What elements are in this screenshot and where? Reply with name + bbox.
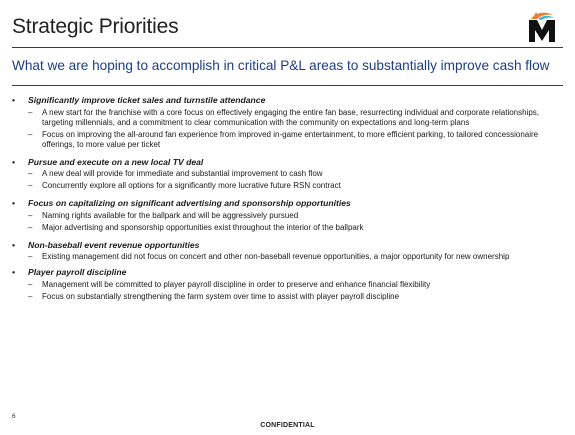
priority-detail-row: [12, 108, 564, 128]
priority-section: [12, 267, 564, 302]
priority-heading: Player payroll discipline: [28, 267, 127, 277]
bullet-icon: •: [12, 156, 16, 167]
dash-icon: –: [28, 210, 33, 220]
priority-section: [12, 157, 564, 192]
slide-title: Strategic Priorities: [12, 15, 179, 38]
title-divider: [12, 47, 563, 48]
priority-heading: Significantly improve ticket sales and turnstile attendance: [28, 95, 266, 105]
priority-detail: A new start for the franchise with a core focus on effectively engaging the entire fan base, resurrecting individual and corporate relationships, targeting millennials, and a commitment to clear communication with the community on expectations and long-term plans: [42, 107, 540, 127]
priority-heading-row: [12, 240, 564, 251]
priority-section: [12, 198, 564, 233]
priority-heading: Focus on capitalizing on significant advertising and sponsorship opportunities: [28, 198, 351, 208]
priority-detail-row: [12, 130, 564, 150]
priority-heading-row: [12, 95, 564, 106]
priority-heading-row: [12, 198, 564, 209]
priority-detail: Existing management did not focus on concert and other non-baseball revenue opportunities, a major opportunity for new ownership: [42, 252, 510, 261]
priority-detail-row: [12, 181, 564, 191]
subtitle-divider: [12, 85, 563, 86]
priority-heading: Non-baseball event revenue opportunities: [28, 239, 200, 250]
bullet-icon: •: [12, 239, 16, 250]
bullet-icon: •: [12, 267, 16, 277]
priorities-list: [12, 95, 564, 306]
priority-section: [12, 240, 564, 263]
priority-detail: Focus on substantially strengthening the farm system over time to assist with player payroll discipline: [42, 291, 400, 301]
priority-detail: Naming rights available for the ballpark and will be aggressively pursued: [42, 210, 299, 220]
priority-detail-row: [12, 211, 564, 221]
priority-detail-row: [12, 292, 564, 302]
priority-detail: Management will be committed to player payroll discipline in order to preserve and enhance financial flexibility: [42, 279, 431, 289]
bullet-icon: •: [12, 198, 16, 208]
slide-subtitle: What we are hoping to accomplish in critical P&L areas to substantially improve cash flow: [12, 58, 550, 73]
priority-heading: Pursue and execute on a new local TV deal: [28, 156, 204, 167]
dash-icon: –: [28, 129, 33, 139]
page-number: 6: [12, 413, 16, 420]
dash-icon: –: [28, 107, 33, 117]
priority-detail: Focus on improving the all-around fan experience from improved in-game entertainment, to more efficient parking, to tailored concessionaire offerings, to more value per ticket: [42, 129, 539, 149]
priority-detail-row: [12, 252, 564, 262]
dash-icon: –: [28, 291, 33, 301]
dash-icon: –: [28, 169, 33, 178]
dash-icon: –: [28, 181, 33, 190]
dash-icon: –: [28, 252, 33, 261]
priority-detail: A new deal will provide for immediate and substantial improvement to cash flow: [42, 169, 323, 178]
priority-detail-row: [12, 169, 564, 179]
marlins-logo-icon: [527, 10, 557, 44]
priority-heading-row: [12, 267, 564, 278]
dash-icon: –: [28, 279, 33, 289]
confidential-footer: CONFIDENTIAL: [260, 422, 315, 429]
priority-section: [12, 95, 564, 150]
priority-heading-row: [12, 157, 564, 168]
priority-detail-row: [12, 223, 564, 233]
dash-icon: –: [28, 222, 33, 232]
priority-detail: Major advertising and sponsorship opportunities exist throughout the interior of the ballpark: [42, 222, 364, 232]
priority-detail-row: [12, 280, 564, 290]
bullet-icon: •: [12, 95, 16, 105]
priority-detail: Concurrently explore all options for a significantly more lucrative future RSN contract: [42, 181, 341, 190]
